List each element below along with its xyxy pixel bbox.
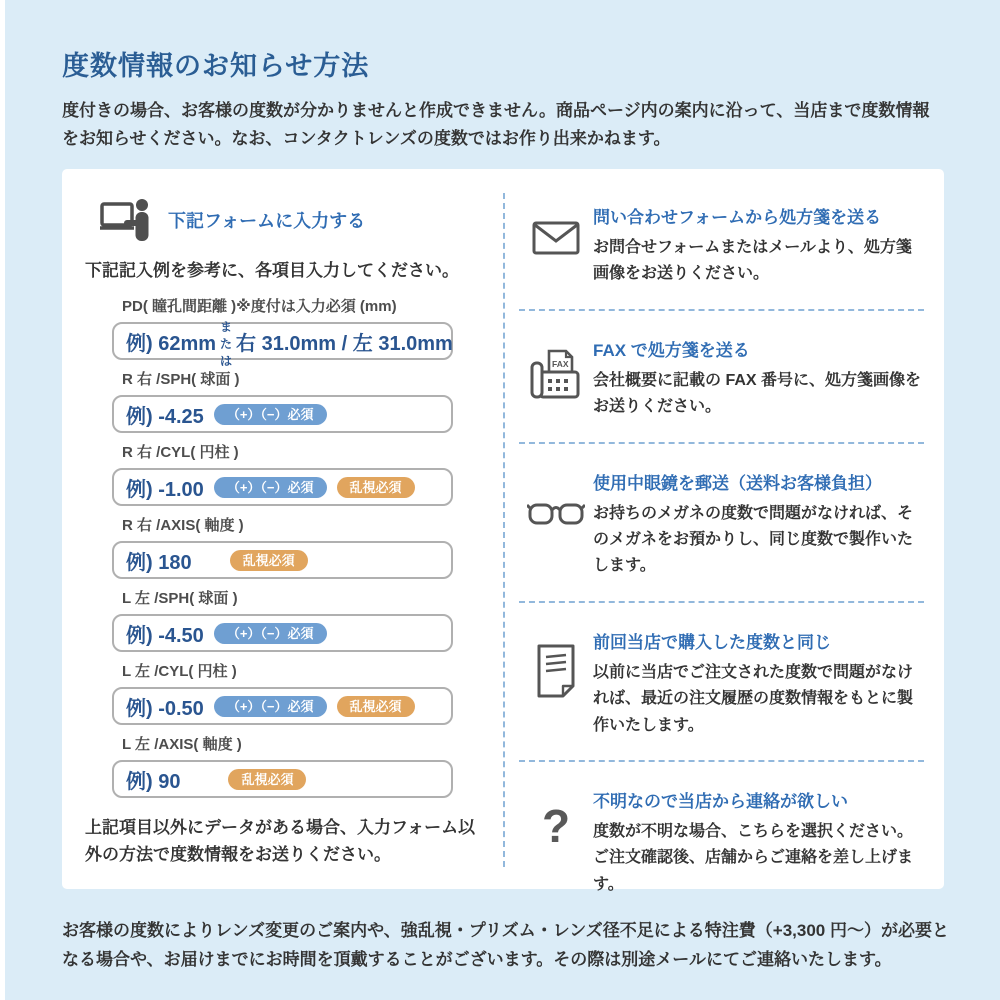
example-or-text: または	[220, 319, 233, 368]
contact-title: 使用中眼鏡を郵送（送料お客様負担）	[593, 473, 882, 493]
astigmatism-required-badge: 乱視必須	[337, 696, 415, 717]
example-box-l-sph	[112, 614, 453, 652]
document-icon	[519, 628, 593, 739]
envelope-icon	[519, 203, 593, 288]
example-value: 例) 62mm	[126, 332, 217, 355]
example-value: 例) -0.50	[126, 697, 204, 720]
page-title: 度数情報のお知らせ方法	[62, 51, 370, 81]
contact-method-mail-glasses	[519, 444, 930, 601]
form-note: 上記項目以外にデータがある場合、入力フォーム以外の方法で度数情報をお送りください。	[85, 818, 476, 865]
example-value: 例) 90	[126, 770, 181, 793]
contact-title: 不明なので当店から連絡が欲しい	[593, 791, 848, 811]
field-label-l-axis: L 左 /AXIS( 軸度 )	[122, 736, 242, 754]
example-box-pd	[112, 319, 453, 368]
form-section	[62, 169, 503, 889]
field-label-r-axis: R 右 /AXIS( 軸度 )	[122, 517, 244, 535]
astigmatism-required-badge: 乱視必須	[337, 477, 415, 498]
contact-method-form	[519, 169, 930, 309]
astigmatism-required-badge: 乱視必須	[228, 769, 306, 790]
contact-method-fax	[519, 311, 930, 442]
contact-body: お問合せフォームまたはメールより、処方箋画像をお送りください。	[593, 239, 912, 283]
example-value: 例) 180	[126, 551, 192, 574]
intro-text: 度付きの場合、お客様の度数が分かりませんと作成できません。商品ページ内の案内に沿って、当店まで度数情報をお知らせください。なお、コンタクトレンズの度数ではお作り出来かねます。	[62, 101, 930, 148]
plus-minus-required-badge: （+）（−）必須	[214, 404, 327, 425]
vertical-divider	[503, 193, 505, 867]
example-value-2: 右 31.0mm / 左 31.0mm	[236, 332, 453, 355]
field-label-r-sph: R 右 /SPH( 球面 )	[122, 371, 240, 389]
example-value: 例) -4.50	[126, 624, 204, 647]
footer-note: お客様の度数によりレンズ変更のご案内や、強乱視・プリズム・レンズ径不足による特注費（+3,300 円〜）が必要となる場合や、お届けまでにお時間を頂戴することがございます。その際は別途メールにてご連絡いたします。	[62, 921, 949, 969]
example-box-l-cyl	[112, 687, 453, 725]
form-fields	[112, 297, 453, 798]
contact-method-unknown	[519, 762, 930, 919]
question-icon: ?	[541, 799, 571, 852]
svg-text:FAX: FAX	[552, 358, 569, 369]
contact-title: 前回当店で購入した度数と同じ	[593, 632, 831, 652]
example-value: 例) -1.00	[126, 478, 204, 501]
form-header	[100, 197, 503, 243]
glasses-icon	[519, 469, 593, 580]
contact-body: 会社概要に記載の FAX 番号に、処方箋画像をお送りください。	[593, 371, 922, 416]
contact-body: 以前に当店でご注文された度数で問題がなければ、最近の注文履歴の度数情報をもとに製作いたします。	[593, 663, 914, 734]
form-heading: 下記フォームに入力する	[168, 211, 366, 232]
form-instruction: 下記記入例を参考に、各項目入力してください。	[85, 261, 459, 281]
contact-body: 度数が不明な場合、こちらを選択ください。ご注文確認後、店舗からご連絡を差し上げます。	[593, 822, 914, 893]
field-label-l-sph: L 左 /SPH( 球面 )	[122, 590, 238, 608]
methods-panel	[62, 169, 944, 893]
field-label-r-cyl: R 右 /CYL( 円柱 )	[122, 444, 239, 462]
presenter-icon	[100, 197, 152, 243]
example-box-r-axis	[112, 541, 453, 579]
field-label-pd: PD( 瞳孔間距離 )※度付は入力必須 (mm)	[122, 298, 397, 316]
example-box-r-sph	[112, 395, 453, 433]
fax-icon	[519, 336, 593, 421]
contact-method-previous-order	[519, 603, 930, 760]
example-value: 例) -4.25	[126, 405, 204, 428]
plus-minus-required-badge: （+）（−）必須	[214, 623, 327, 644]
contact-body: お持ちのメガネの度数で問題がなければ、そのメガネをお預かりし、同じ度数で製作いたします。	[593, 504, 914, 575]
plus-minus-required-badge: （+）（−）必須	[214, 477, 327, 498]
field-label-l-cyl: L 左 /CYL( 円柱 )	[122, 663, 237, 681]
plus-minus-required-badge: （+）（−）必須	[214, 696, 327, 717]
example-box-l-axis	[112, 760, 453, 798]
example-box-r-cyl	[112, 468, 453, 506]
contact-methods	[503, 169, 944, 893]
contact-title: FAX で処方箋を送る	[593, 340, 750, 360]
astigmatism-required-badge: 乱視必須	[230, 550, 308, 571]
prescription-info-page	[5, 0, 1000, 1000]
contact-title: 問い合わせフォームから処方箋を送る	[593, 208, 882, 228]
